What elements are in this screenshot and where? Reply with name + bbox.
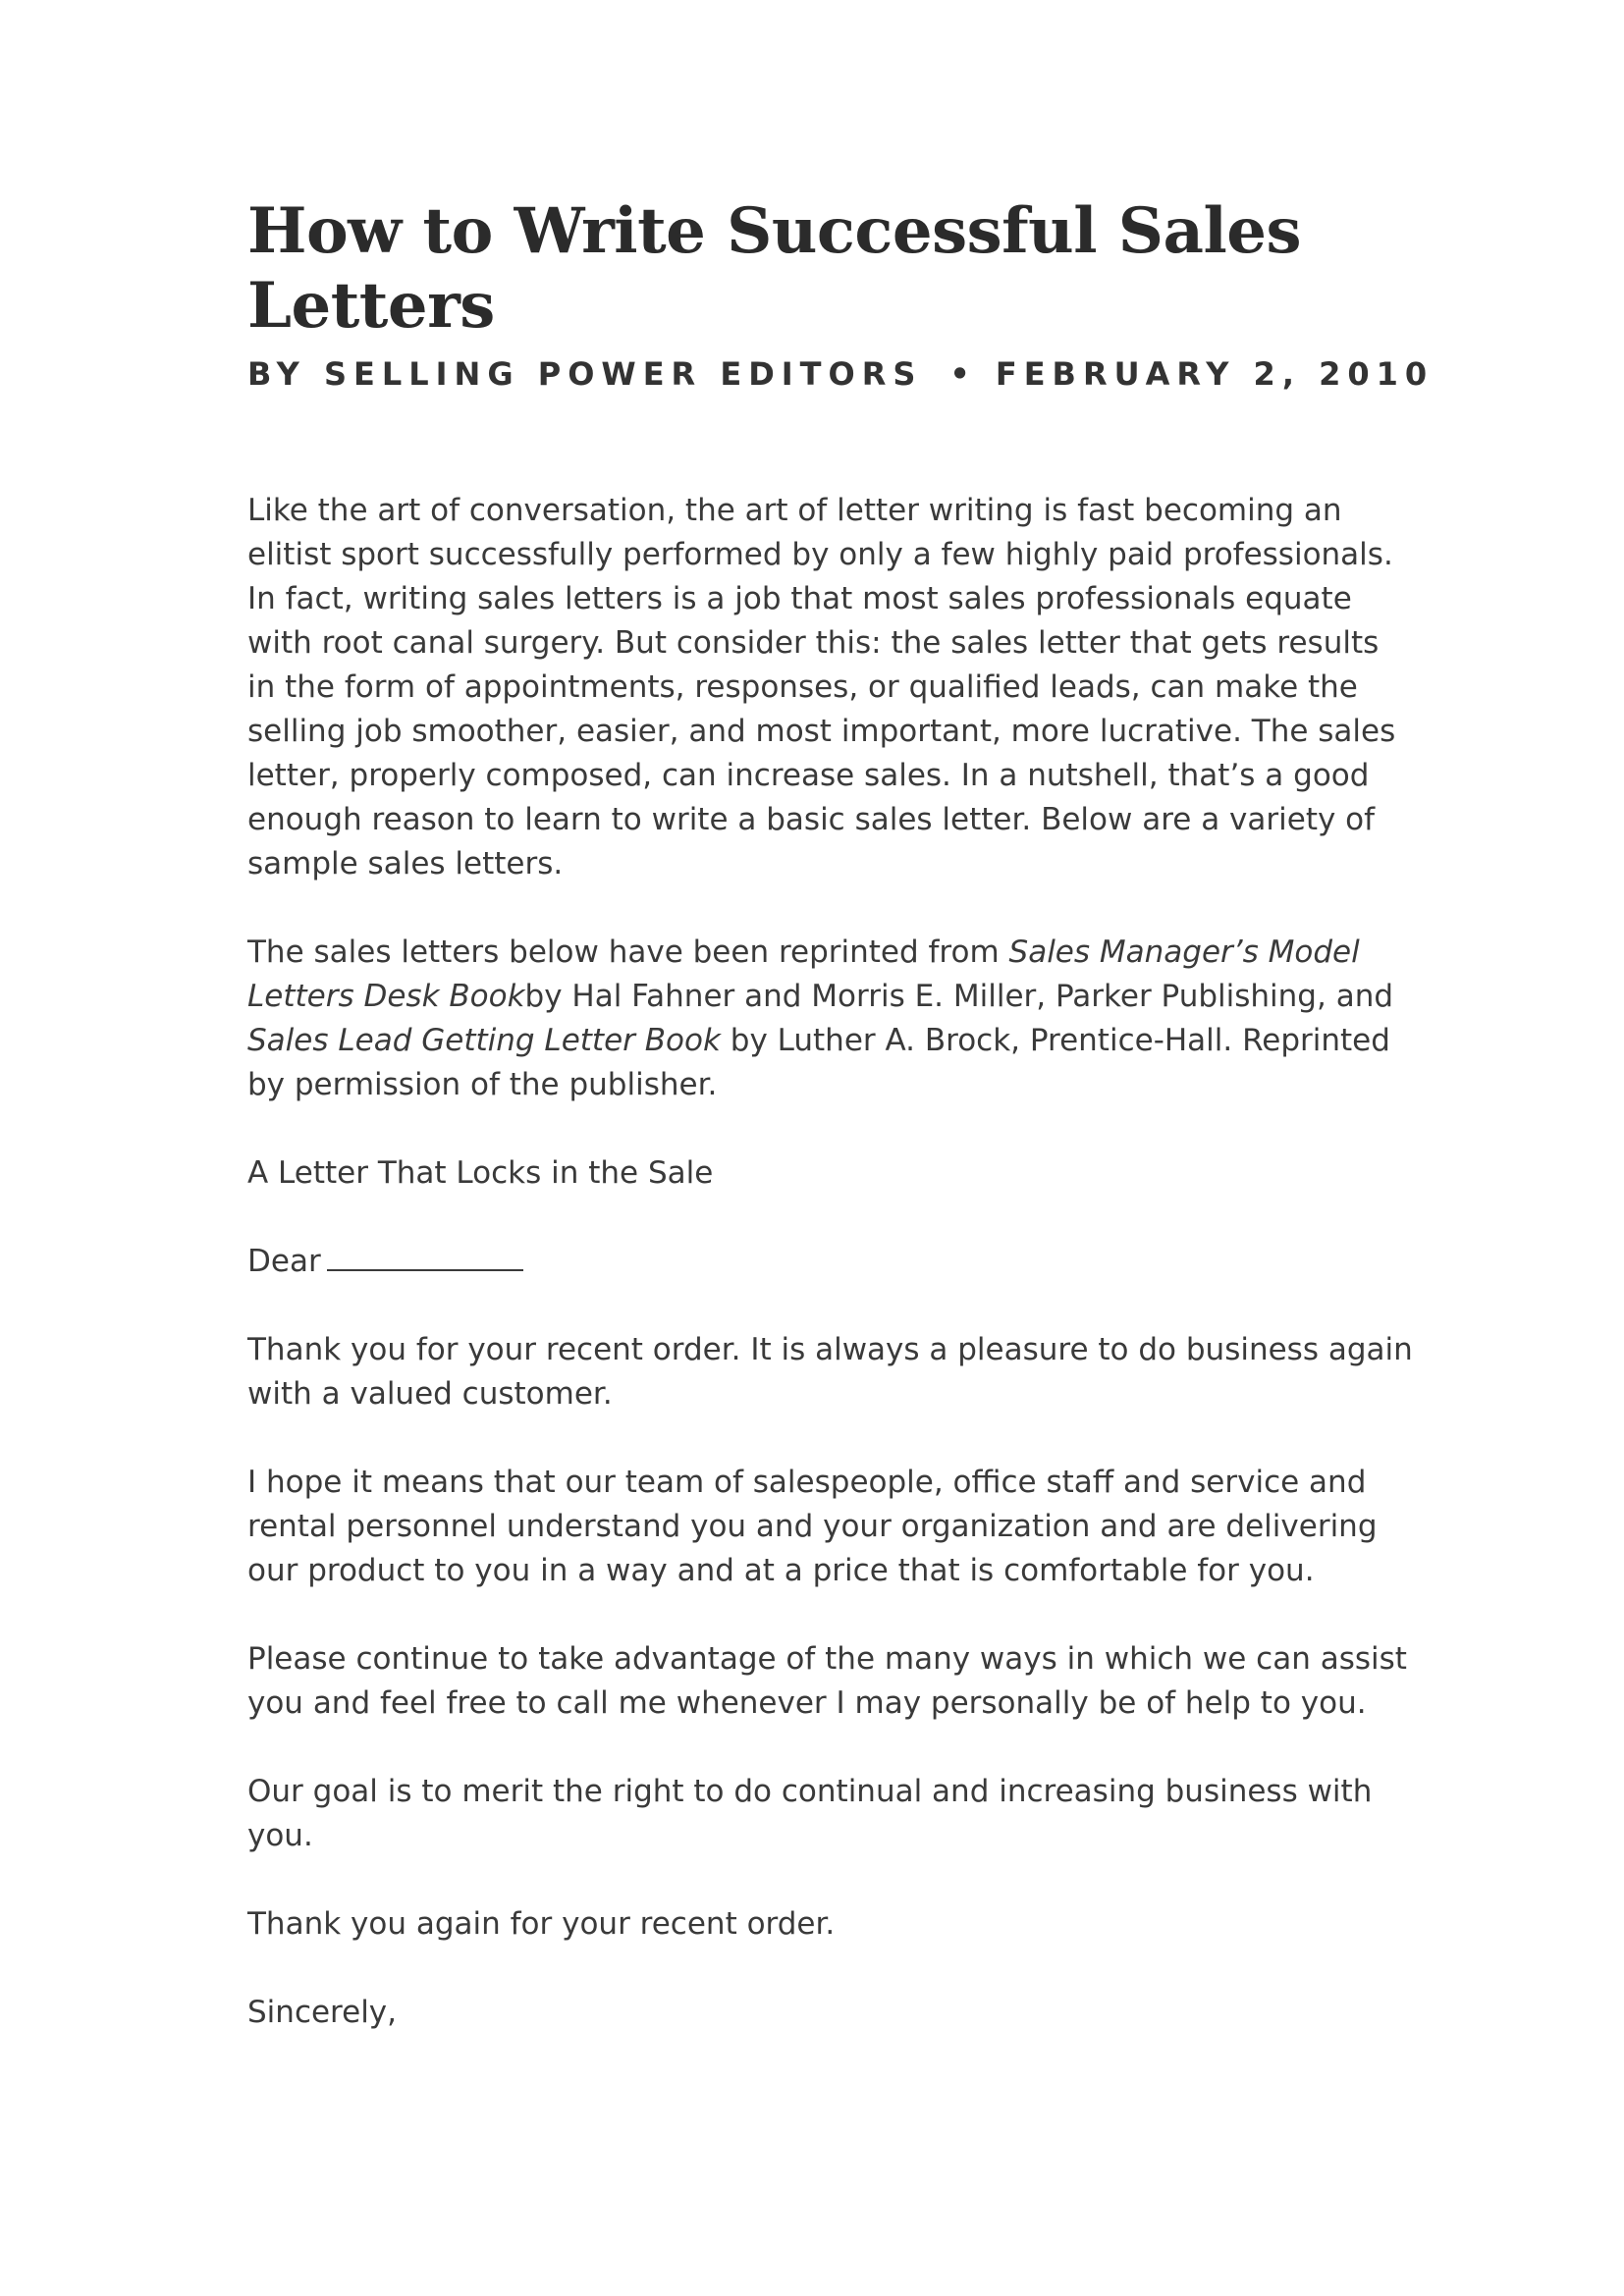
letter-paragraph-1: Thank you for your recent order. It is always a pleasure to do business again with a valued customer. [247, 1332, 1413, 1412]
intro-paragraph: Like the art of conversation, the art of letter writing is fast becoming an elitist sport successfully performed by only a few highly paid professionals. In fact, writing sales letters is a job that most sales professionals equate with root canal surgery. But consider this: the sales letter that gets results in the form of appointments, responses, or qualified leads, can make the selling job smoother, easier, and most important, more lucrative. The sales letter, properly composed, can increase sales. In a nutshell, that’s a good enough reason to learn to write a basic sales letter. Below are a variety of sample sales letters. [247, 493, 1396, 881]
letter-paragraph-5: Thank you again for your recent order. [247, 1906, 836, 1942]
byline-author: BY SELLING POWER EDITORS [247, 355, 923, 393]
article-body [247, 489, 1416, 2035]
credits-text-1: The sales letters below have been reprinted from [247, 934, 1009, 970]
byline-date: FEBRUARY 2, 2010 [995, 355, 1435, 393]
credits-paragraph [247, 931, 1416, 1107]
credits-text-3: by Luther A. Brock, Prentice-Hall. Reprinted by permission of the publisher. [247, 1023, 1390, 1102]
byline [247, 355, 1435, 393]
letter-paragraph-3: Please continue to take advantage of the many ways in which we can assist you and feel free to call me whenever I may personally be of help to you. [247, 1641, 1407, 1721]
credits-text-2: by Hal Fahner and Morris E. Miller, Parker Publishing, and [524, 979, 1394, 1014]
letter-closing: Sincerely, [247, 1995, 398, 2030]
book-title-1: Sales Manager’s Model Letters Desk Book [247, 934, 1360, 1014]
salutation-text: Dear [247, 1244, 321, 1279]
byline-separator: • [949, 355, 970, 393]
article [247, 194, 1435, 2079]
salutation [247, 1240, 1416, 1284]
letter-paragraph-4: Our goal is to merit the right to do continual and increasing business with you. [247, 1774, 1373, 1853]
name-blank-line [327, 1240, 523, 1271]
letter-heading: A Letter That Locks in the Sale [247, 1155, 714, 1191]
book-title-2: Sales Lead Getting Letter Book [247, 1023, 721, 1058]
article-title: How to Write Successful Sales Letters [247, 194, 1302, 343]
letter-paragraph-2: I hope it means that our team of salespeople, office staff and service and rental personnel understand you and your organization and are delivering our product to you in a way and at a price that is comfortable for you. [247, 1465, 1378, 1588]
